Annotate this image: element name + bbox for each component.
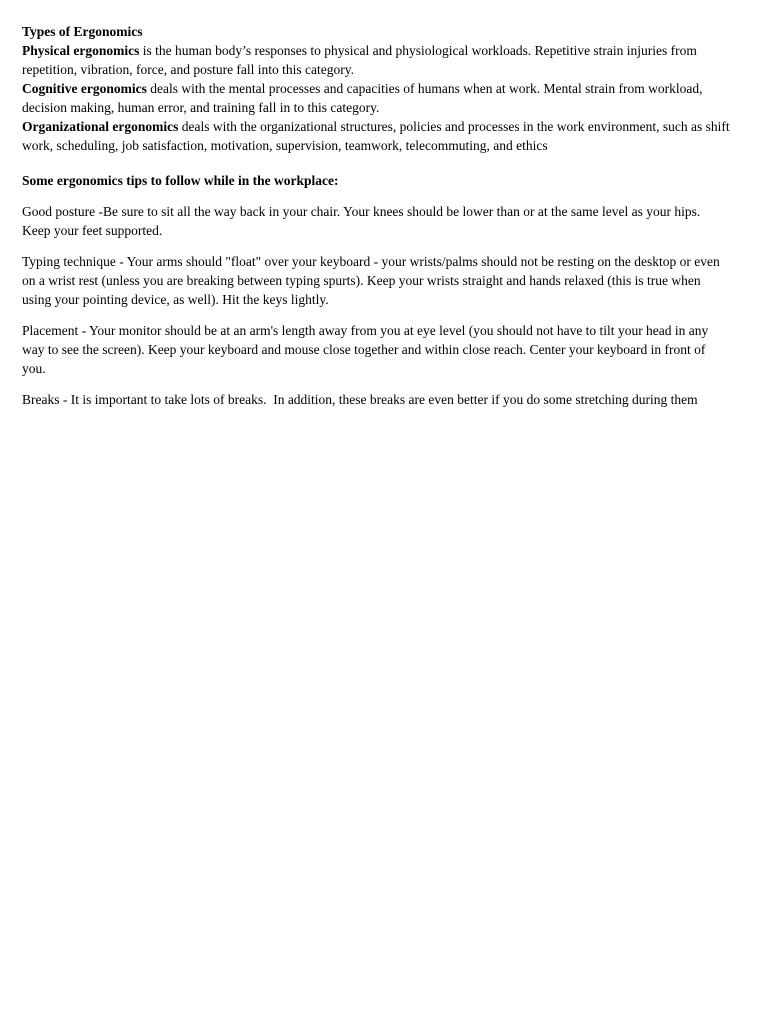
definition-term: Cognitive ergonomics: [22, 81, 147, 96]
definition-text: deals with the mental processes and capacities of humans when at work. Mental strain from workload, decision making, human error, and training fall in to this category.: [22, 81, 703, 115]
tip-typing-technique: Typing technique - Your arms should "float" over your keyboard - your wrists/palms should not be resting on the desktop or even on a wrist rest (unless you are breaking between typing spurts). Keep your wrists straight and hands relaxed (this is true when using your pointing device, as well). Hit the keys lightly.: [22, 254, 720, 307]
document-page: [22, 22, 732, 409]
tips-heading: Some ergonomics tips to follow while in the workplace:: [22, 173, 339, 188]
definition-term: Organizational ergonomics: [22, 119, 179, 134]
document-title: Types of Ergonomics: [22, 24, 143, 39]
tip-breaks: Breaks - It is important to take lots of breaks. In addition, these breaks are even better if you do some stretching during them: [22, 392, 698, 407]
definition-organizational: [22, 117, 732, 155]
tip-good-posture: Good posture -Be sure to sit all the way back in your chair. Your knees should be lower than or at the same level as your hips. Keep your feet supported.: [22, 204, 701, 238]
definition-term: Physical ergonomics: [22, 43, 140, 58]
definition-text: deals with the organizational structures, policies and processes in the work environment, such as shift work, scheduling, job satisfaction, motivation, supervision, teamwork, telecommuting, and ethics: [22, 119, 730, 153]
tip-placement: Placement - Your monitor should be at an arm's length away from you at eye level (you should not have to tilt your head in any way to see the screen). Keep your keyboard and mouse close together and within close reach. Center your keyboard in front of you.: [22, 323, 709, 376]
definition-physical: [22, 41, 732, 79]
definition-text: is the human body’s responses to physical and physiological workloads. Repetitive strain injuries from repetition, vibration, force, and posture fall into this category.: [22, 43, 697, 77]
definition-cognitive: [22, 79, 732, 117]
